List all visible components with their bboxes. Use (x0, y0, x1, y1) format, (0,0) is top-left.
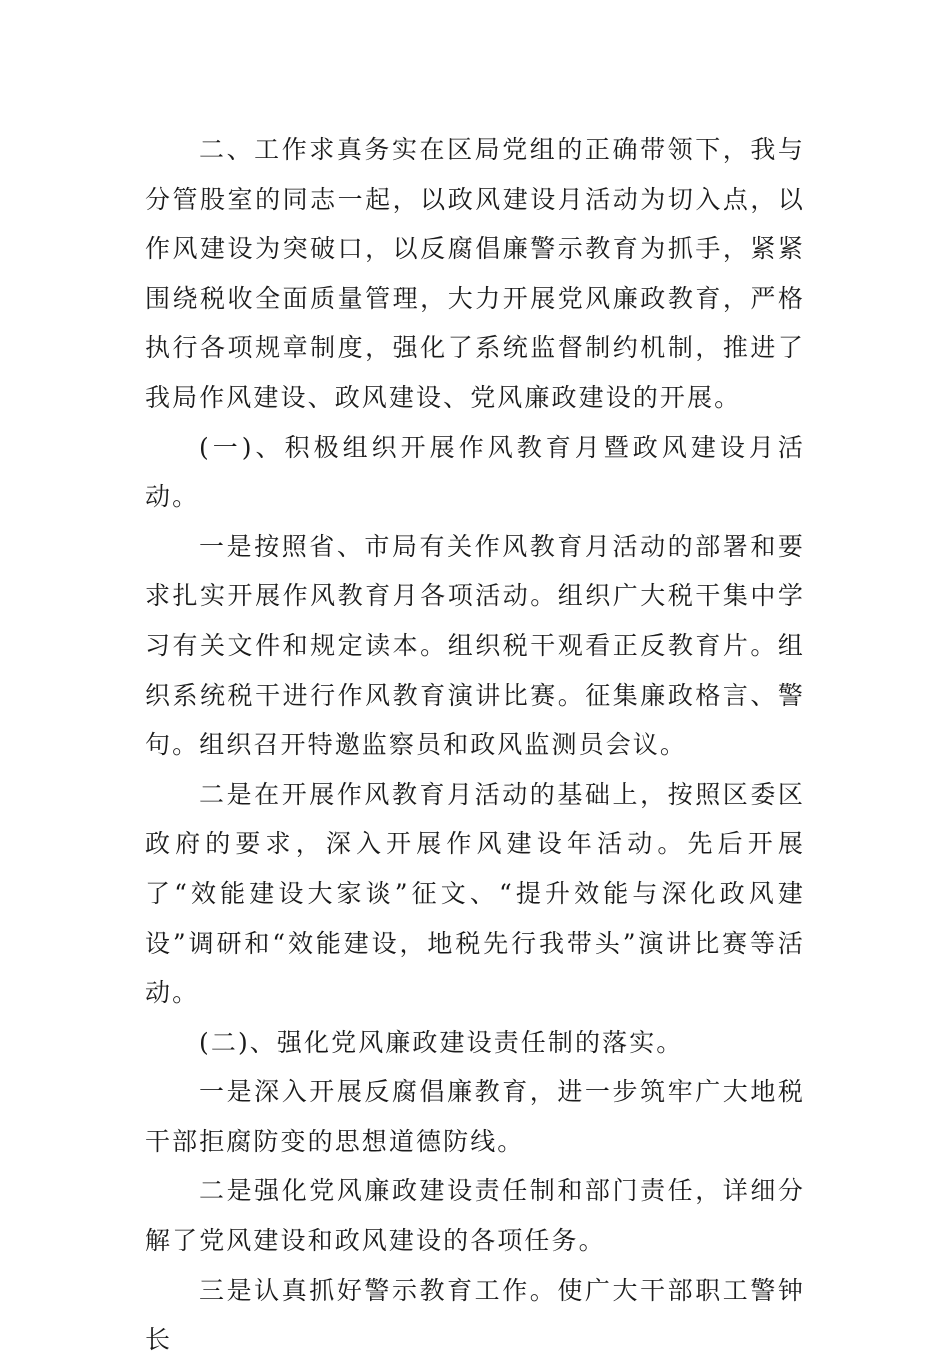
paragraph-item-1-1: 一是按照省、市局有关作风教育月活动的部署和要求扎实开展作风教育月各项活动。组织广大税干集中学习有关文件和规定读本。组织税干观看正反教育片。组织系统税干进行作风教育演讲比赛。征集廉政格言、警句。组织召开特邀监察员和政风监测员会议。 (145, 531, 805, 760)
document-body (145, 125, 805, 1365)
paragraph-item-1-2: 二是在开展作风教育月活动的基础上，按照区委区政府的要求，深入开展作风建设年活动。先后开展了“效能建设大家谈”征文、“提升效能与深化政风建设”调研和“效能建设，地税先行我带头”演讲比赛等活动。 (145, 779, 805, 1008)
heading-section-2: (二)、强化党风廉政建设责任制的落实。 (199, 1027, 684, 1057)
paragraph-item-2-3: 三是认真抓好警示教育工作。使广大干部职工警钟长 (145, 1275, 805, 1355)
paragraph-work-summary: 二、工作求真务实在区局党组的正确带领下，我与分管股室的同志一起，以政风建设月活动为切入点，以作风建设为突破口，以反腐倡廉警示教育为抓手，紧紧围绕税收全面质量管理，大力开展党风廉政教育，严格执行各项规章制度，强化了系统监督制约机制，推进了我局作风建设、政风建设、党风廉政建设的开展。 (145, 135, 805, 412)
paragraph-item-2-1: 一是深入开展反腐倡廉教育，进一步筑牢广大地税干部拒腐防变的思想道德防线。 (145, 1077, 805, 1156)
paragraph-item-2-2: 二是强化党风廉政建设责任制和部门责任，详细分解了党风建设和政风建设的各项任务。 (145, 1176, 805, 1256)
heading-section-1: (一)、积极组织开展作风教育月暨政风建设月活动。 (145, 432, 805, 512)
